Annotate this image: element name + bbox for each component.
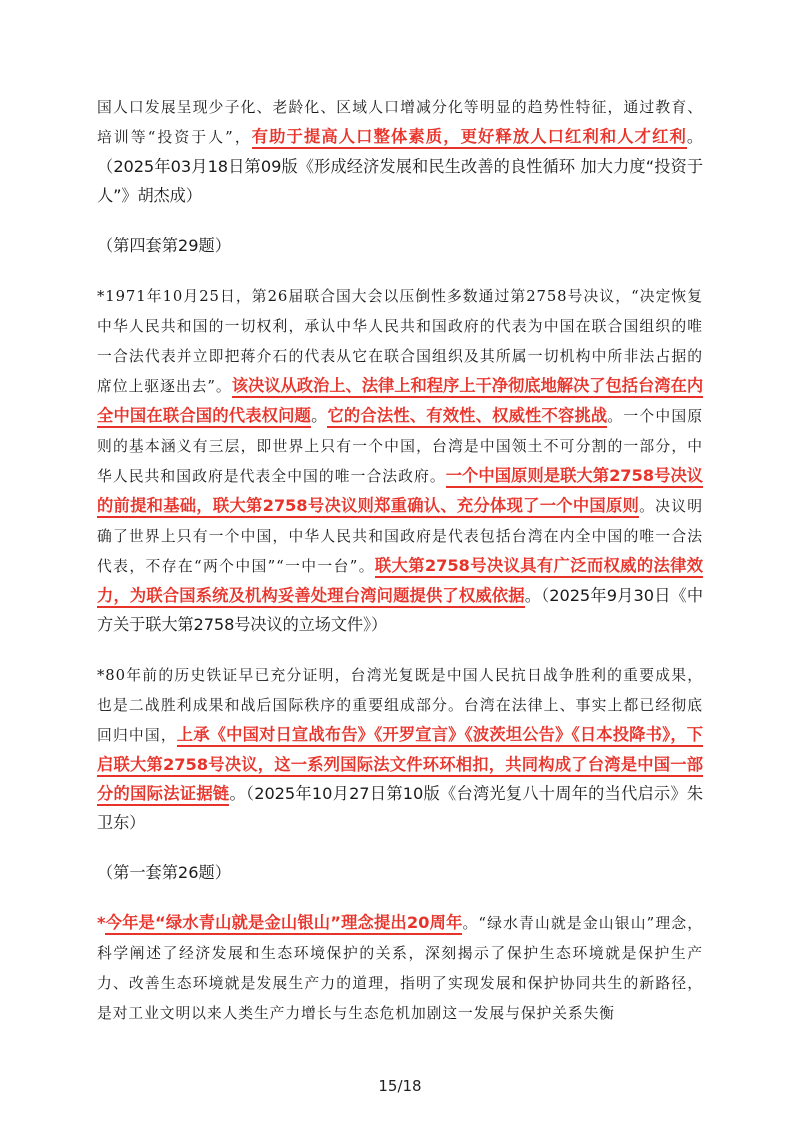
body-text: 。决议明确了世界上只有一个中国，中华人民共和国政府是代表包括台湾在内全中国的唯一合法代表，不存在“两个中国”“一中一台”。: [97, 498, 703, 575]
highlighted-text: 上承《中国对日宣战布告》《开罗宣言》《波茨坦公告》《日本投降书》，下启联大第2758号决议，这一系列国际法文件环环相扣，共同构成了台湾是中国一部分的国际法证据链: [97, 725, 703, 806]
body-text: *80年前的历史铁证早已充分证明，台湾光复既是中国人民抗日战争胜利的重要成果，也是二战胜利成果和战后国际秩序的重要组成部分。台湾在法律上、事实上都已经彻底回归中国，: [97, 667, 703, 744]
body-text: 。一个中国原则的基本涵义有三层，即世界上只有一个中国，台湾是中国领土不可分割的一部分，中华人民共和国政府是代表全中国的唯一合法政府。: [97, 408, 703, 485]
body-text: 。“绿水青山就是金山银山”理念，科学阐述了经济发展和生态环境保护的关系，深刻揭示了保护生态环境就是保护生产力、改善生态环境就是发展生产力的道理，指明了实现发展和保护协同共生的新路径，是对工业文明以来人类生产力增长与生态危机加剧这一发展与保护关系失衡: [97, 915, 704, 1022]
citation-text: 。（2025年10月27日第10版《台湾光复八十周年的当代启示》朱卫东）: [97, 784, 704, 832]
highlighted-text: 一个中国原则是联大第2758号决议的前提和基础，联大第2758号决议则郑重确认、充分体现了一个中国原则: [97, 466, 703, 518]
paragraph-taiwan-restoration: [97, 660, 703, 837]
body-text: 国人口发展呈现少子化、老龄化、区域人口增减分化等明显的趋势性特征，通过教育、培训等“投资于人”，: [97, 99, 703, 146]
citation-text: 。（2025年9月30日《中方关于联大第2758号决议的立场文件》）: [97, 586, 704, 634]
body-text: *1971年10月25日，第26届联合国大会以压倒性多数通过第2758号决议，“决定恢复中华人民共和国的一切权利，承认中华人民共和国政府的代表为中国在联合国组织的唯一合法代表并立即把蒋介石的代表从它在联合国组织及其所属一切机构中所非法占据的席位上驱逐出去”。: [97, 288, 703, 395]
page-number: 15/18: [378, 1077, 422, 1095]
bullet-star: *: [97, 913, 106, 932]
highlighted-text: 今年是“绿水青山就是金山银山”理念提出20周年: [105, 913, 462, 935]
paragraph-population: [97, 92, 703, 210]
citation-text: 。（2025年03月18日第09版《形成经济发展和民生改善的良性循环 加大力度“投资于人”》胡杰成）: [97, 127, 703, 205]
highlighted-text: 联大第2758号决议具有广泛而权威的法律效力，为联合国系统及机构妥善处理台湾问题提供了权威依据: [97, 556, 703, 608]
document-body: [97, 92, 703, 1028]
paragraph-resolution-2758: *1971年10月25日，第26届联合国大会以压倒性多数通过第2758号决议，“决定恢复中华人民共和国的一切权利，承认中华人民共和国政府的代表为中国在联合国组织的唯一合法代表并立即把蒋介石的代表从它在联合国组织及其所属一切机构中所非法占据的席位上驱逐出去”。该决议从政治上、法律上和程序上干净彻底地解决了包括台湾在内全中国在联合国的代表权问题。它的合法性、有效性、权威性不容挑战。一个中国原则的基本涵义有三层，即世界上只有一个中国，台湾是中国领土不可分割的一部分，中华人民共和国政府是代表全中国的唯一合法政府。一个中国原则是联大第2758号决议的前提和基础，联大第2758号决议则郑重确认、充分体现了一个中国原则。决议明确了世界上只有一个中国，中华人民共和国政府是代表包括台湾在内全中国的唯一合法代表，不存在“两个中国”“一中一台”。联大第2758号决议具有广泛而权威的法律效力，为联合国系统及机构妥善处理台湾问题提供了权威依据。（2025年9月30日《中方关于联大第2758号决议的立场文件》）: [97, 288, 704, 634]
highlighted-text: 它的合法性、有效性、权威性不容挑战: [327, 406, 607, 428]
highlighted-text: 有助于提高人口整体素质，更好释放人口红利和人才红利: [252, 127, 687, 149]
section-label: （第四套第29题）: [97, 236, 231, 255]
section-label: （第一套第26题）: [97, 863, 231, 882]
highlighted-text: 该决议从政治上、法律上和程序上干净彻底地解决了包括台湾在内全中国在联合国的代表权问题: [97, 376, 703, 428]
paragraph-green-mountains: [97, 908, 703, 1028]
